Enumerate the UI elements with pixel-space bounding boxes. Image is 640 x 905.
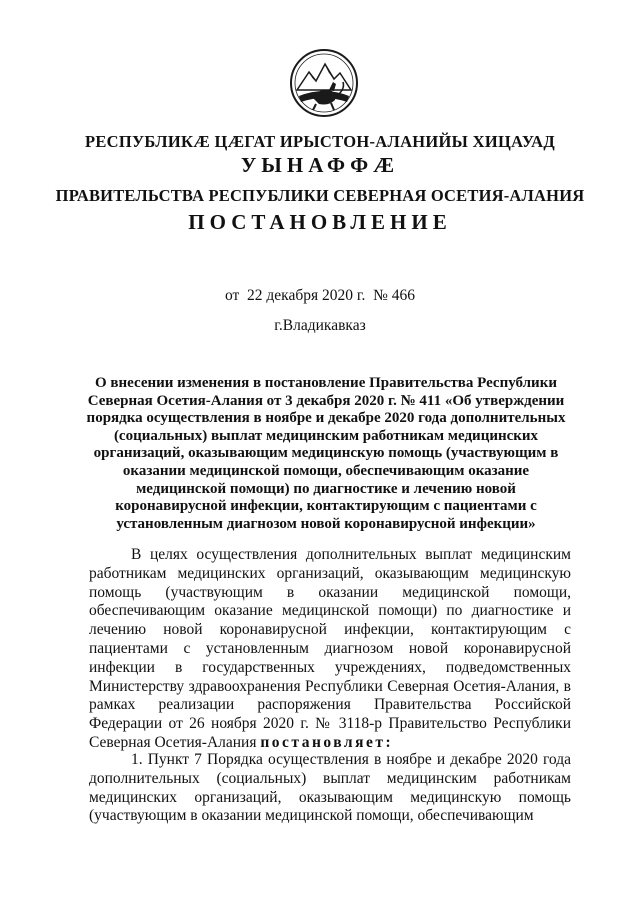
preamble-text: В целях осуществления дополнительных выплат медицинским работникам медицинских организаций, оказывающим медицинскую помощь (участвующим в оказании медицинской помощи, обеспечивающим оказание медицинской помощи) по диагностике и лечению новой коронавирусной инфекции, контактирующим с пациентами с установленным диагнозом новой коронавирусной инфекции в государственных учреждениях, подведомственных Министерству здравоохранения Республики Северная Осетия-Алания, в рамках реализации распоряжения Правительства Российской Федерации от 26 ноября 2020 г. № 3118-р Правительство Республики Северная Осетия-Алания [89, 546, 571, 751]
preamble-paragraph [89, 546, 571, 753]
item-1-paragraph: 1. Пункт 7 Порядка осуществления в ноябре и декабре 2020 года дополнительных (социальных) выплат медицинским работникам медицинских организаций, оказывающим медицинскую помощь (участвующим в оказании медицинской помощи, обеспечивающим [89, 751, 571, 825]
government-name: ПРАВИТЕЛЬСТВА РЕСПУБЛИКИ СЕВЕРНАЯ ОСЕТИЯ-АЛАНИЯ [55, 186, 585, 205]
date-number-line: от 22 декабря 2020 г. № 466 [224, 287, 416, 304]
city-line: г.Владикавказ [274, 317, 366, 334]
coat-of-arms-icon [289, 48, 359, 118]
document-title: О внесении изменения в постановление Правительства Республики Северная Осетия-Алания от 3 декабря 2020 г. № 411 «Об утверждении порядка осуществления в ноябре и декабре 2020 года дополнительных (социальных) выплат медицинским работникам медицинских организаций, оказывающим медицинскую помощь (участвующим в оказании медицинской помощи, обеспечивающим оказание медицинской помощи) по диагностике и лечению новой коронавирусной инфекции, контактирующим с пациентами с установленным диагнозом новой коронавирусной инфекции» [86, 375, 566, 532]
resolution-word: постановляет: [260, 733, 394, 751]
document-type: ПОСТАНОВЛЕНИЕ [188, 210, 452, 234]
document-type-ossetian: УЫНАФФӔ [240, 153, 400, 177]
republic-name-ossetian: РЕСПУБЛИКӔ ЦӔГАТ ИРЫСТОН-АЛАНИЙЫ ХИЦАУАД [84, 132, 555, 151]
